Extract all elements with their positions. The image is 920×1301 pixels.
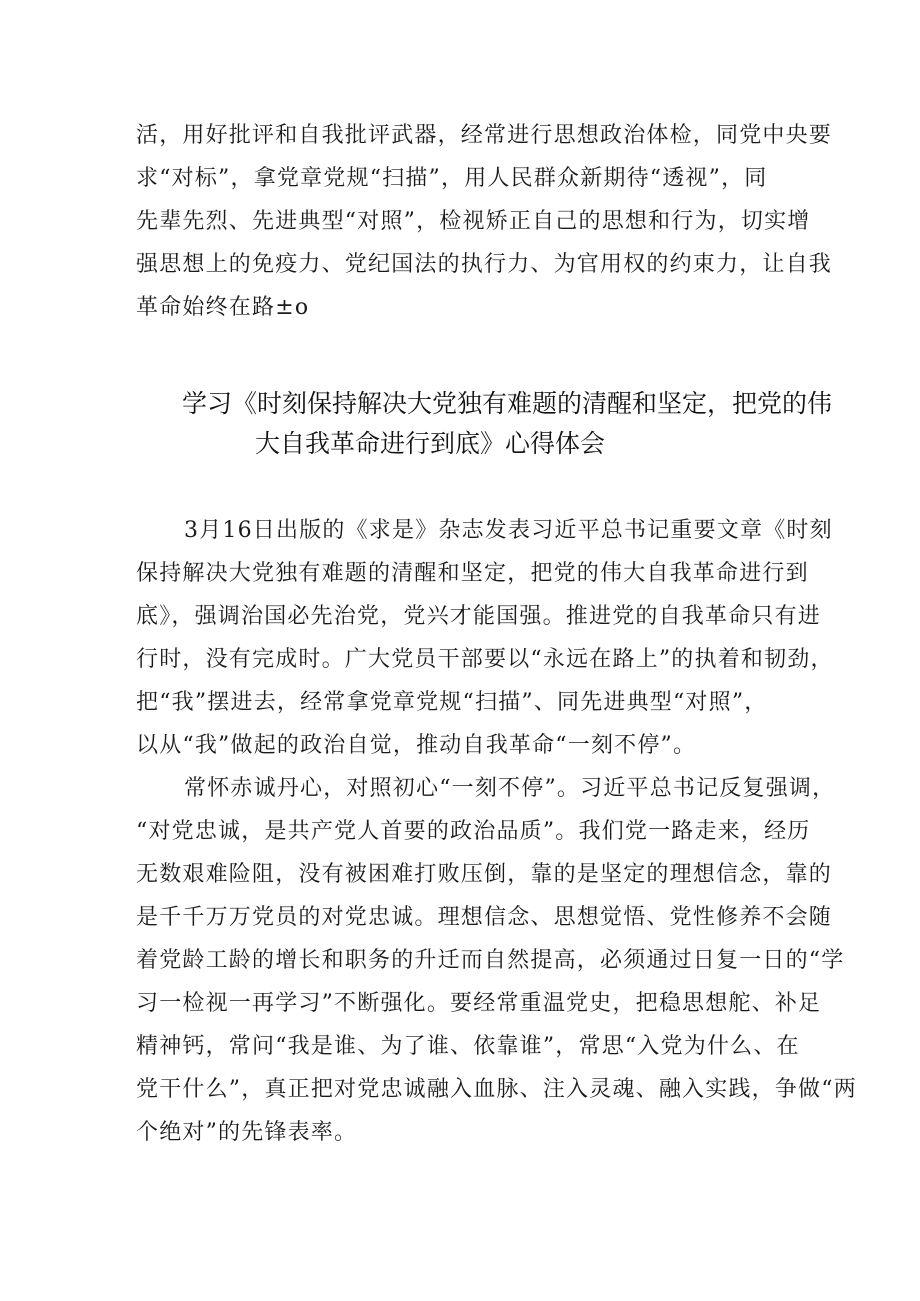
text-line: 个绝对”的先锋表率。 [136,1120,358,1145]
text-line: “对党忠诚，是共产党人首要的政治品质”。我们党一路走来，经历 [136,819,811,844]
text-line: 3月16日出版的《求是》杂志发表习近平总书记重要文章《时刻 [184,518,833,543]
text-line: 强思想上的免疫力、党纪国法的执行力、为官用权的约束力，让自我 [136,252,833,277]
text-line: 革命始终在路±o [136,295,310,320]
title-line: 大自我革命进行到底》心得体会 [255,429,606,458]
text-line: 行时，没有完成时。广大党员干部要以“永远在路上”的执着和韧劲， [136,647,834,672]
text-line: 保持解决大党独有难题的清醒和坚定，把党的伟大自我革命进行到 [136,561,809,586]
text-line: 底》，强调治国必先治党，党兴才能国强。推进党的自我革命只有进 [136,604,822,629]
text-line: 以从“我”做起的政治自觉，推动自我革命“一刻不停”。 [136,733,697,758]
text-line: 把“我”摆进去，经常拿党章党规“扫描”、同先进典型“对照”， [136,690,768,715]
title-line: 学习《时刻保持解决大党独有难题的清醒和坚定，把党的伟 [182,389,833,418]
text-line: 着党龄工龄的增长和职务的升迁而自然提高，必须通过日复一日的“学 [136,948,845,973]
text-line: 求“对标”，拿党章党规“扫描”，用人民群众新期待“透视”，同 [136,166,768,191]
text-line: 精神钙，常问“我是谁、为了谁、依靠谁”，常思“入党为什么、在 [136,1034,800,1059]
text-line: 是千千万万党员的对党忠诚。理想信念、思想觉悟、党性修养不会随 [136,905,833,930]
text-line: 无数艰难险阻，没有被困难打败压倒，靠的是坚定的理想信念，靠的 [136,862,833,887]
text-line: 党干什么”，真正把对党忠诚融入血脉、注入灵魂、融入实践，争做“两 [136,1077,857,1102]
text-line: 常怀赤诚丹心，对照初心“一刻不停”。习近平总书记反复强调， [184,776,836,801]
text-line: 先辈先烈、先进典型“对照”，检视矫正自己的思想和行为，切实增 [136,209,811,234]
text-line: 活，用好批评和自我批评武器，经常进行思想政治体检，同党中央要 [136,123,833,148]
text-line: 习一检视一再学习”不断强化。要经常重温党史，把稳思想舵、补足 [136,991,822,1016]
